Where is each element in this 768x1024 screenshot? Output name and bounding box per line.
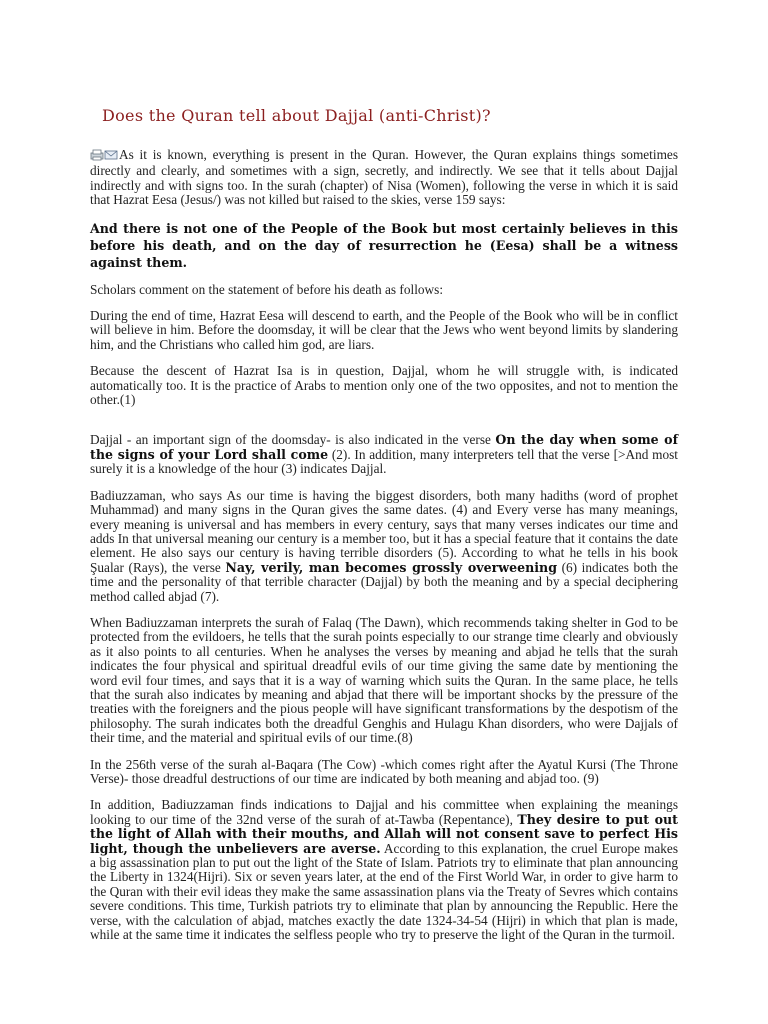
scholars-paragraph: Scholars comment on the statement of before his death as follows: [90, 281, 444, 297]
quote-nisa-159: And there is not one of the People of the Book but most certainly believes in this before his death, and on the day of resurrection he (Eesa) shall be a witness against them. [90, 220, 678, 270]
spacer [90, 419, 678, 433]
tawba-text-c: According to this explanation, the cruel Europe makes a big assassination plan to put out the light of the State of Islam. Patriots try to eliminate that plan announcing the Liberty in 1324(Hijri). Six or seven years later, at the end of the First World War, in order to give harm to the Quran with their evil ideas they make the same assassination plans via the Treaty of Sevres which contains severe conditions. This time, Turkish patriots try to eliminate that plan by announcing the Republic. Here the verse, with the calculation of abjad, matches exactly the date 1324-34-54 (Hijri) in which that plan is made, while at the same time it indicates the selfless people who try to preserve the light of the Quran in the turmoil. [90, 840, 678, 943]
badiuzzaman-text-a: Badiuzzaman, who says As our time is having the biggest disorders, both many hadiths (word of prophet Muhammad) and many signs in the Quran gives the same dates. (4) and Every verse has many meanings, every meaning is universal and has members in every century, says that many verses indicates our time and adds In that universal meaning our century is a member too, but it has a special feature that it contains the date element. He also says our century is having terrible disorders (5). According to what he tells in his book Şualar (Rays), the verse [90, 487, 678, 575]
descent-paragraph: During the end of time, Hazrat Eesa will descend to earth, and the People of the Book who will be in conflict will believe in him. Before the doomsday, it will be clear that the Jews who went beyond limits by slandering him, and the Christians who called him god, are liars. [90, 308, 678, 352]
intro-text: As it is known, everything is present in the Quran. However, the Quran explains things sometimes directly and clearly, and sometimes with a sign, secretly, and indirectly. We see that it tells about Dajjal indirectly and with signs too. In the surah (chapter) of Nisa (Women), following the verse in which it is said that Hazrat Eesa (Jesus/) was not killed but raised to the skies, verse 159 says: [90, 147, 678, 208]
badiuzzaman-paragraph [90, 489, 678, 604]
opposites-paragraph: Because the descent of Hazrat Isa is in question, Dajjal, whom he will struggle with, is indicated automatically too. It is the practice of Arabs to mention only one of the two opposites, and not to mention the other.(1) [90, 363, 678, 408]
baqara-paragraph: In the 256th verse of the surah al-Baqara (The Cow) -which comes right after the Ayatul Kursi (The Throne Verse)- those dreadful destructions of our time are indicated by both meaning and abjad too. (9) [90, 756, 678, 786]
doomsday-paragraph [90, 433, 678, 476]
falaq-paragraph: When Badiuzzaman interprets the surah of Falaq (The Dawn), which recommends taking shelter in God to be protected from the evildoers, he tells that the surah points especially to our strange time clearly and obviously as it also points to all centuries. When he analyses the verses by meaning and abjad he tells that the surah indicates the four physical and spiritual dreadful evils of our time giving the same date by mentioning the word evil four times, and says that it is a way of warning which suits the Quran. In the same place, he tells that the surah also indicates by meaning and abjad that there will be important shocks by the pressure of the treaties with the foreigners and the pious people will have significant transformations by the despotism of the philosophy. The surah indicates both the dreadful Genghis and Hulagu Khan disorders, who were Dajjals of their time, and the material and spiritual evils of our time.(8) [90, 614, 678, 746]
tawba-verse: They desire to put out the light of Allah with their mouths, and Allah will not consent save to perfect His light, though the unbelievers are averse. [90, 811, 678, 856]
article-body [90, 148, 678, 954]
page-title: Does the Quran tell about Dajjal (anti-Christ)? [102, 106, 491, 125]
doomsday-text-a: Dajjal - an important sign of the doomsday- is also indicated in the verse [90, 432, 496, 448]
intro-paragraph [90, 148, 678, 208]
overweening-verse: Nay, verily, man becomes grossly overweening [225, 559, 558, 575]
doomsday-verse: On the day when some of the signs of your Lord shall come [90, 432, 678, 462]
tawba-paragraph [90, 798, 678, 942]
doomsday-text-c: (2). In addition, many interpreters tell that the verse [>And most surely it is a knowledge of the hour (3) indicates Dajjal. [90, 446, 678, 477]
print-icon[interactable] [90, 149, 118, 161]
badiuzzaman-text-c: (6) indicates both the time and the personality of that terrible character (Dajjal) by both the meaning and by a special deciphering method called abjad (7). [90, 559, 678, 604]
share-icons [90, 149, 118, 164]
tawba-text-a: In addition, Badiuzzaman finds indications to Dajjal and his committee when explaining the meanings looking to our time of the 32nd verse of the surah of at-Tawba (Repentance), [90, 797, 678, 827]
